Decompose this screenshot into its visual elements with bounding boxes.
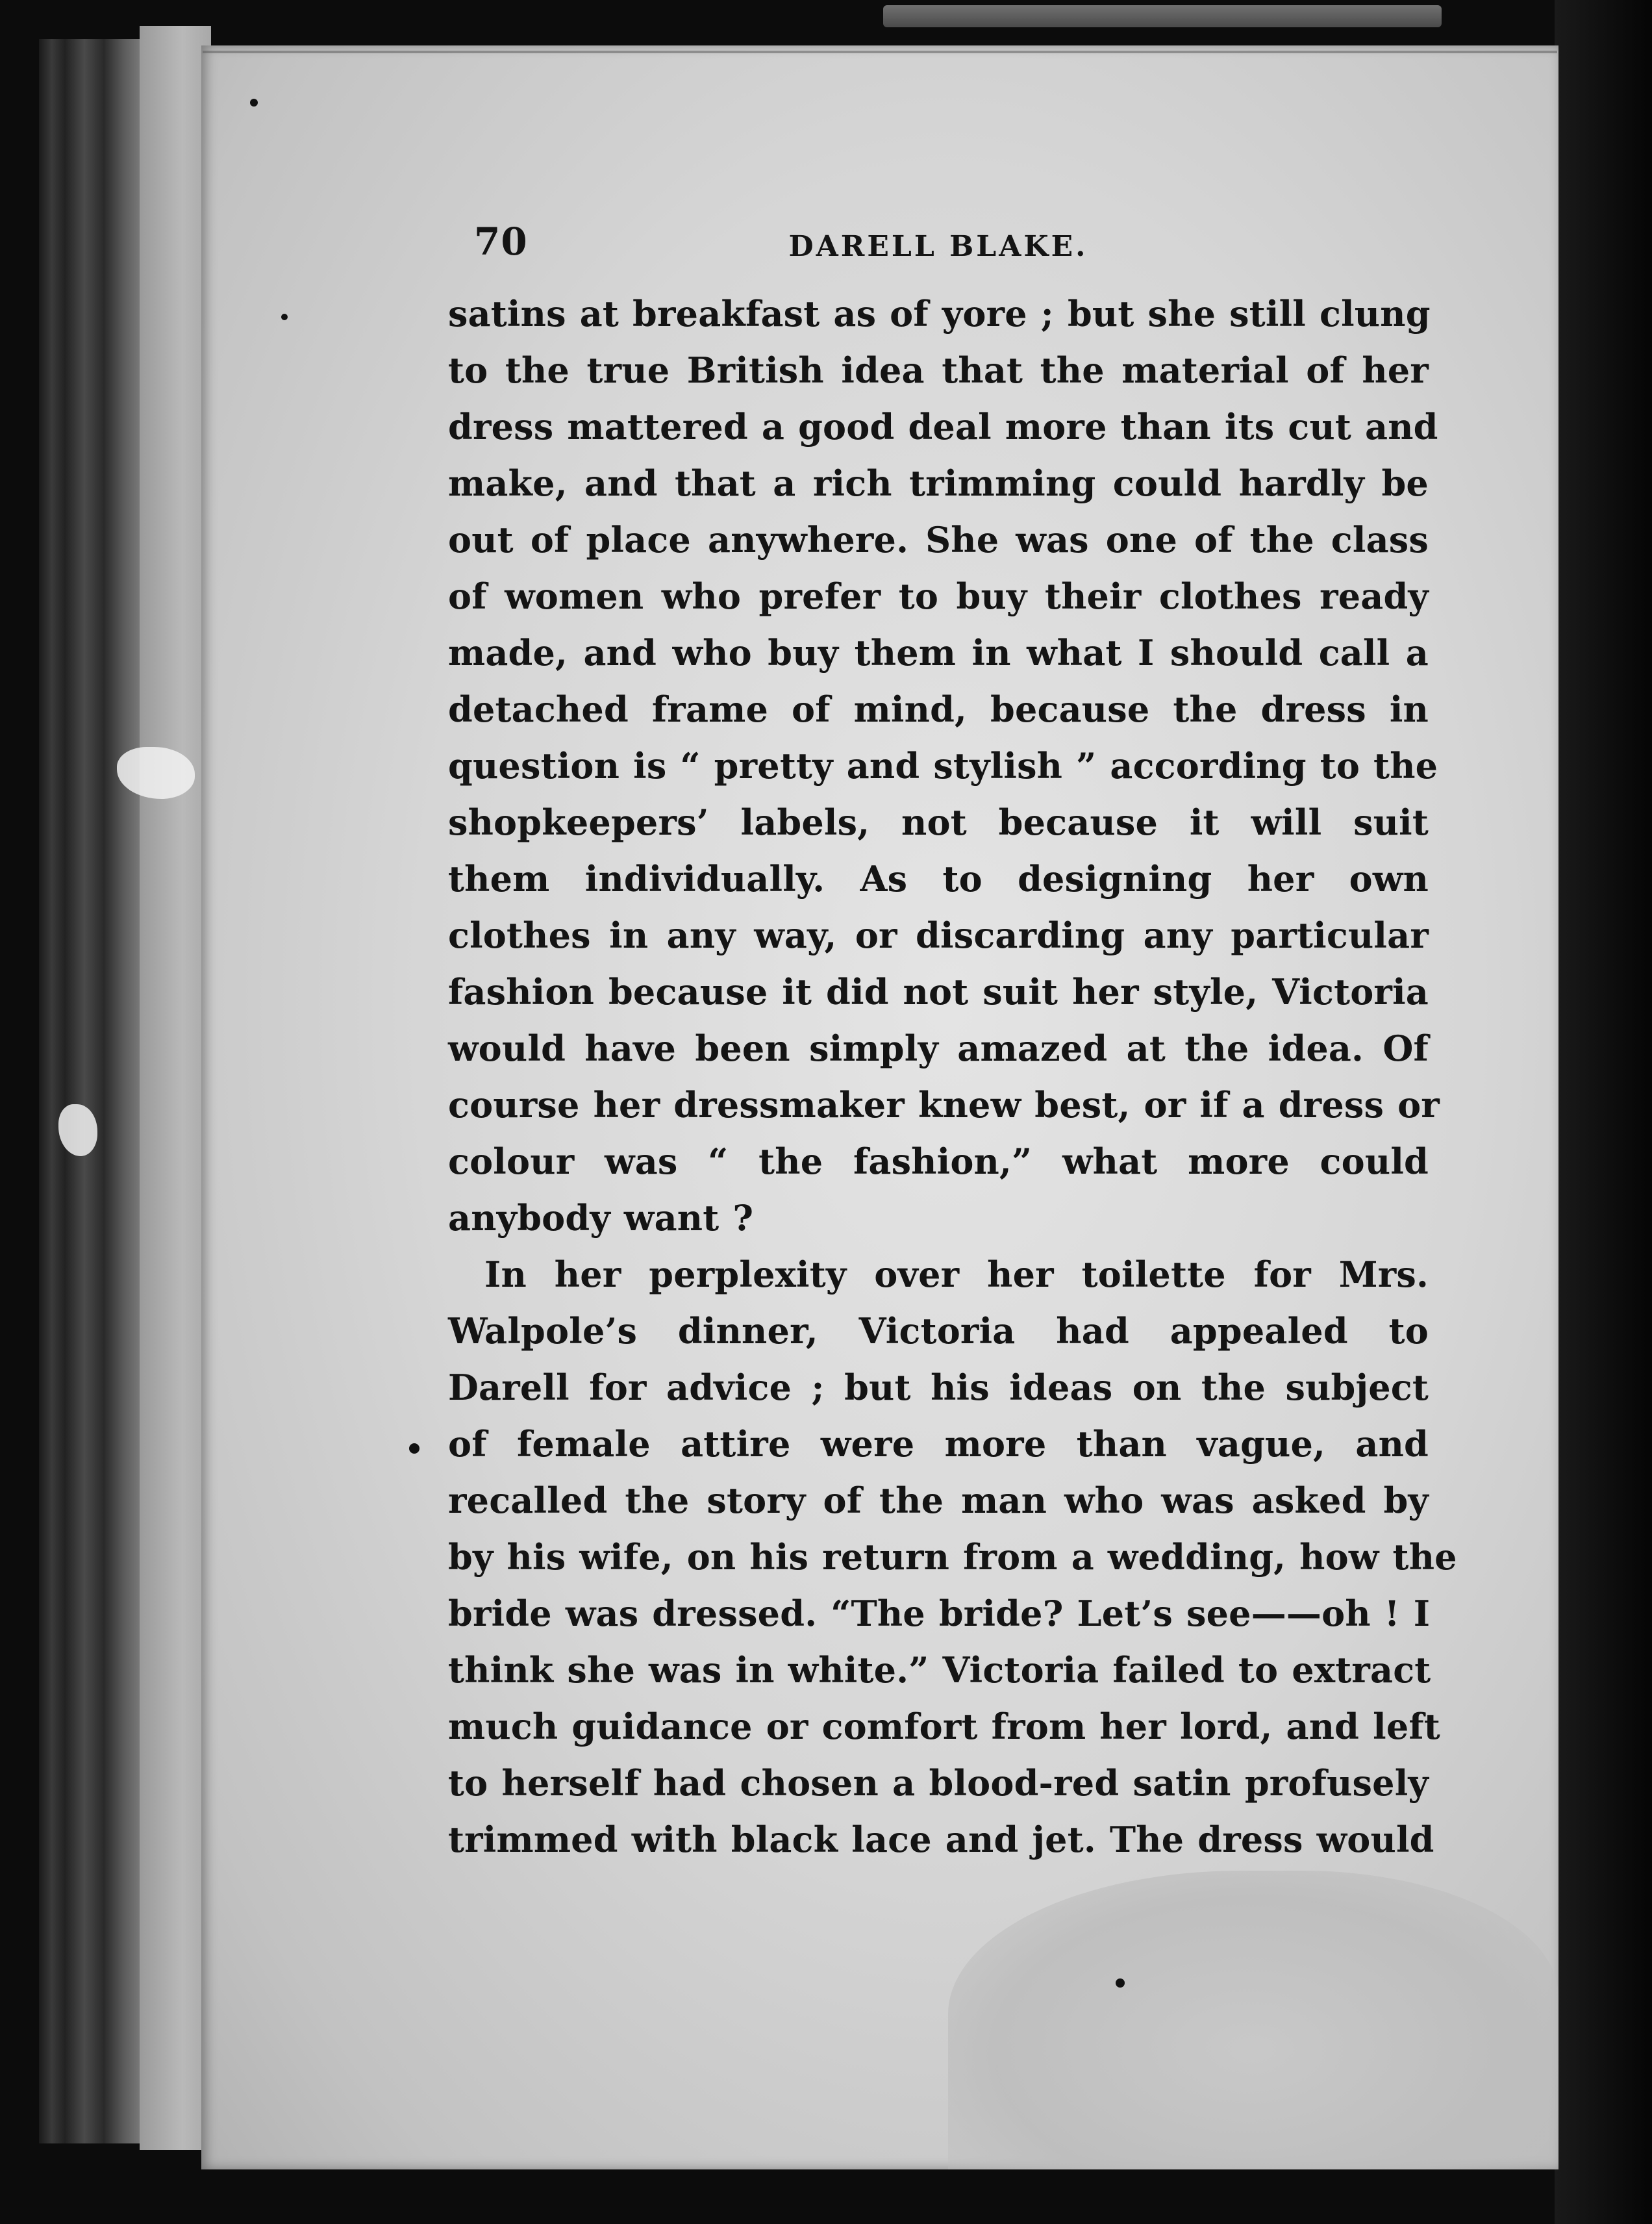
page-top-edge — [203, 51, 1557, 53]
text-line: shopkeepers’ labels, not because it will suit — [448, 802, 1429, 843]
page-number: 70 — [474, 220, 528, 264]
ink-speck — [409, 1443, 419, 1454]
text-line: bride was dressed. “The bride? Let’s see——oh ! I — [448, 1593, 1431, 1634]
text-line: would have been simply amazed at the idea. Of — [448, 1028, 1429, 1069]
text-line: Walpole’s dinner, Victoria had appealed to — [448, 1310, 1429, 1352]
text-line: detached frame of mind, because the dress in — [448, 689, 1429, 730]
right-margin-shadow — [1555, 0, 1652, 2224]
text-line: satins at breakfast as of yore ; but she still clung — [448, 293, 1431, 335]
text-block — [448, 214, 1457, 1868]
text-line: think she was in white.” Victoria failed to extract — [448, 1649, 1431, 1691]
paper-stain — [948, 1871, 1558, 2169]
binding-strip — [883, 5, 1442, 27]
text-line: In her perplexity over her toilette for Mrs. — [484, 1254, 1429, 1295]
text-line: to herself had chosen a blood-red satin profusely — [448, 1762, 1429, 1804]
ink-speck — [250, 99, 258, 107]
text-line: clothes in any way, or discarding any particular — [448, 915, 1429, 956]
text-line: course her dressmaker knew best, or if a dress or — [448, 1084, 1440, 1126]
text-line: of women who prefer to buy their clothes ready — [448, 575, 1429, 617]
text-line: recalled the story of the man who was asked by — [448, 1480, 1429, 1521]
text-line: Darell for advice ; but his ideas on the subject — [448, 1367, 1429, 1408]
ink-speck — [281, 314, 288, 320]
text-line: to the true British idea that the material of her — [448, 349, 1429, 391]
text-line: made, and who buy them in what I should call a — [448, 632, 1429, 674]
ink-speck — [1116, 1978, 1125, 1988]
text-line: trimmed with black lace and jet. The dress would — [448, 1819, 1434, 1860]
left-leaf — [140, 26, 211, 2150]
text-line: colour was “ the fashion,” what more could — [448, 1141, 1429, 1182]
body-text — [448, 286, 1457, 1868]
text-line: fashion because it did not suit her style, Victoria — [448, 971, 1429, 1013]
text-line: out of place anywhere. She was one of the class — [448, 519, 1429, 561]
running-head — [448, 214, 1429, 286]
text-line: of female attire were more than vague, and — [448, 1423, 1429, 1465]
text-line: anybody want ? — [448, 1197, 754, 1239]
text-line: dress mattered a good deal more than its cut and — [448, 406, 1438, 448]
text-line: much guidance or comfort from her lord, and left — [448, 1706, 1440, 1747]
text-line: make, and that a rich trimming could hardly be — [448, 462, 1429, 504]
running-title: DARELL BLAKE. — [788, 230, 1088, 263]
text-line: by his wife, on his return from a wedding, how the — [448, 1536, 1457, 1578]
text-line: question is “ pretty and stylish ” according to the — [448, 745, 1438, 787]
text-line: them individually. As to designing her own — [448, 858, 1429, 900]
